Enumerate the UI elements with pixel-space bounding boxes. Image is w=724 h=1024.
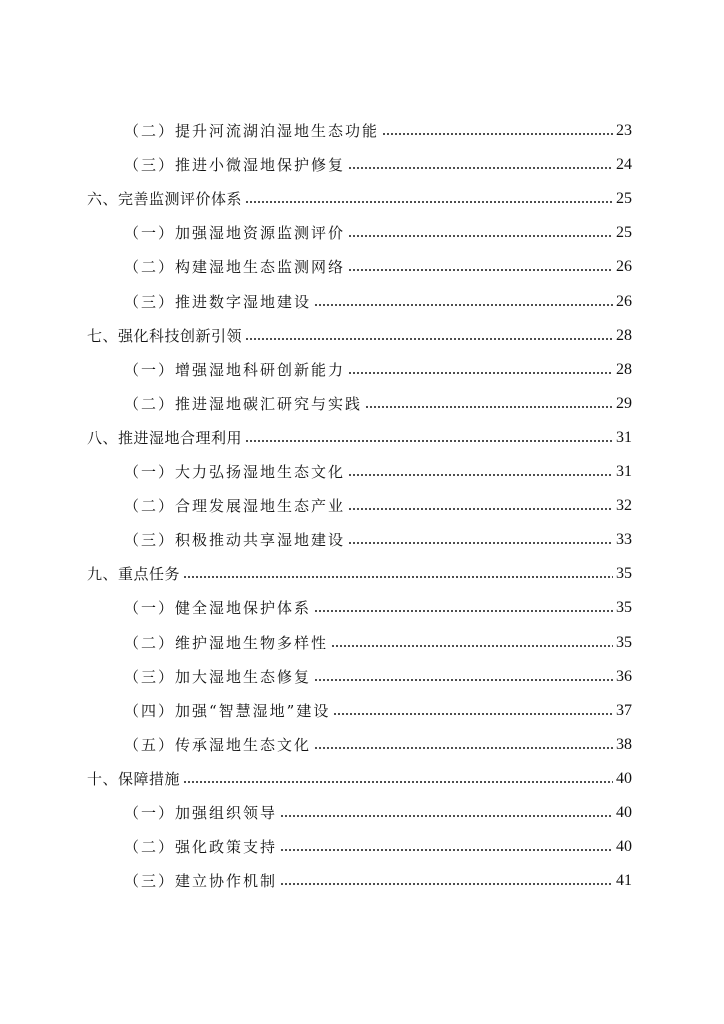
toc-section-entry	[124, 587, 632, 617]
toc-entry-title: 十、保障措施	[87, 769, 181, 788]
toc-page-number: 31	[616, 463, 632, 480]
toc-entry-title: （三）建立协作机制	[124, 872, 278, 891]
toc-dot-leader	[365, 405, 613, 409]
toc-chapter-entry	[87, 315, 632, 345]
toc-page-number: 29	[616, 394, 632, 412]
toc-page-number: 35	[616, 599, 632, 617]
toc-page-number: 26	[616, 258, 632, 276]
toc-dot-leader	[280, 814, 613, 818]
toc-section-entry	[124, 246, 632, 276]
toc-page-number: 23	[616, 122, 632, 139]
toc-entry-title: （二）强化政策支持	[124, 838, 278, 857]
toc-dot-leader	[348, 507, 613, 511]
toc-chapter-entry	[87, 178, 632, 208]
toc-entry-title: （一）健全湿地保护体系	[124, 599, 312, 618]
toc-page-number: 38	[616, 735, 632, 753]
toc-section-entry	[124, 485, 632, 515]
toc-entry-title: （二）推进湿地碳汇研究与实践	[124, 394, 363, 413]
toc-page-number: 32	[616, 497, 632, 515]
toc-section-entry	[124, 656, 632, 686]
toc-dot-leader	[348, 371, 613, 375]
toc-page-number: 24	[616, 156, 632, 174]
toc-entry-title: （二）维护湿地生物多样性	[124, 633, 329, 652]
toc-dot-leader	[245, 337, 613, 341]
toc-dot-leader	[183, 780, 613, 784]
toc-dot-leader	[348, 234, 613, 238]
toc-entry-title: （三）推进小微湿地保护修复	[124, 156, 346, 175]
toc-page-number: 35	[616, 633, 632, 651]
toc-section-entry	[124, 622, 632, 652]
toc-dot-leader	[348, 473, 613, 477]
toc-section-entry	[124, 860, 632, 890]
toc-entry-title: （二）构建湿地生态监测网络	[124, 258, 346, 277]
toc-entry-title: （二）提升河流湖泊湿地生态功能	[124, 122, 380, 140]
toc-chapter-entry	[87, 417, 632, 447]
toc-section-entry	[124, 212, 632, 242]
toc-section-entry	[124, 383, 632, 413]
toc-entry-title: （一）加强组织领导	[124, 804, 278, 822]
toc-dot-leader	[348, 268, 613, 272]
toc-entry-title: 六、完善监测评价体系	[87, 190, 243, 209]
toc-section-entry	[124, 451, 632, 481]
toc-section-entry	[124, 724, 632, 754]
toc-page-number: 31	[616, 428, 632, 446]
toc-entry-title: （一）加强湿地资源监测评价	[124, 224, 346, 243]
toc-page-number: 40	[616, 804, 632, 821]
toc-dot-leader	[245, 200, 613, 204]
toc-dot-leader	[348, 541, 613, 545]
toc-dot-leader	[280, 882, 613, 886]
toc-dot-leader	[314, 746, 613, 750]
toc-entry-title: 七、强化科技创新引领	[87, 326, 243, 345]
toc-page-number: 25	[616, 224, 632, 242]
toc-page-number: 40	[616, 769, 632, 787]
toc-page-number: 37	[616, 701, 632, 719]
toc-dot-leader	[314, 678, 613, 682]
toc-dot-leader	[348, 166, 613, 170]
toc-entry-title: （三）推进数字湿地建设	[124, 292, 312, 311]
toc-page-number: 40	[616, 838, 632, 856]
toc-dot-leader	[245, 439, 613, 443]
toc-page-number: 33	[616, 531, 632, 549]
toc-chapter-entry	[87, 758, 632, 788]
toc-entry-title: 八、推进湿地合理利用	[87, 428, 243, 447]
toc-section-entry	[124, 349, 632, 379]
toc-section-entry	[124, 144, 632, 174]
toc-section-entry	[124, 110, 632, 140]
toc-entry-title: （一）增强湿地科研创新能力	[124, 360, 346, 379]
toc-dot-leader	[333, 712, 613, 716]
toc-section-entry	[124, 281, 632, 311]
toc-dot-leader	[382, 132, 613, 136]
toc-chapter-entry	[87, 553, 632, 583]
toc-page-number: 41	[616, 872, 632, 890]
toc-section-entry	[124, 826, 632, 856]
toc-page-number: 28	[616, 360, 632, 378]
toc-section-entry	[124, 690, 632, 720]
toc-page-number: 36	[616, 667, 632, 685]
toc-entry-title: 九、重点任务	[87, 565, 181, 584]
toc-dot-leader	[183, 575, 613, 579]
toc-entry-title: （三）积极推动共享湿地建设	[124, 531, 346, 550]
toc-dot-leader	[314, 609, 613, 613]
toc-page-number: 35	[616, 565, 632, 583]
toc-page-number: 25	[616, 190, 632, 208]
toc-entry-title: （二）合理发展湿地生态产业	[124, 497, 346, 516]
toc-dot-leader	[280, 848, 613, 852]
toc-page-number: 28	[616, 326, 632, 344]
toc-entry-title: （五）传承湿地生态文化	[124, 735, 312, 754]
toc-section-entry	[124, 519, 632, 549]
toc-entry-title: （四）加强“智慧湿地”建设	[124, 701, 331, 720]
toc-dot-leader	[331, 644, 613, 648]
toc-dot-leader	[314, 303, 613, 307]
toc-section-entry	[124, 792, 632, 822]
toc-entry-title: （一）大力弘扬湿地生态文化	[124, 463, 346, 481]
toc-entry-title: （三）加大湿地生态修复	[124, 667, 312, 686]
toc-page-number: 26	[616, 292, 632, 310]
